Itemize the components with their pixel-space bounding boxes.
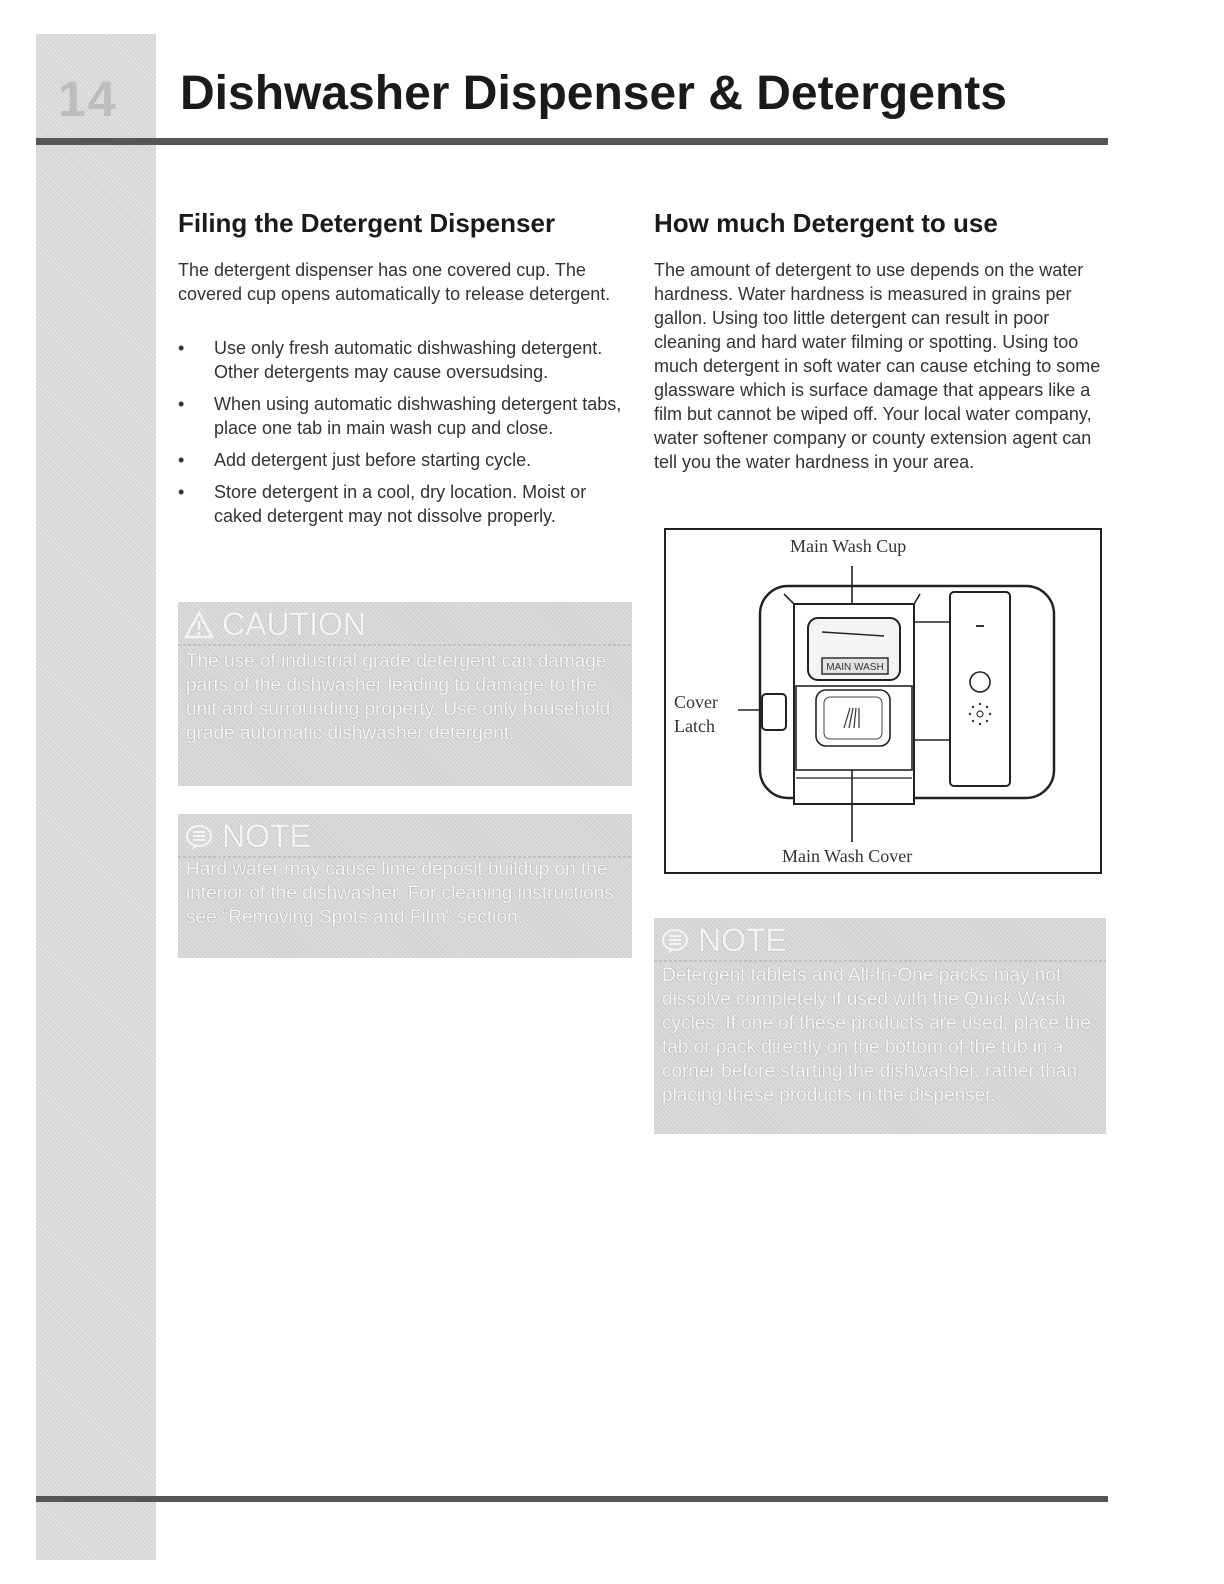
warning-triangle-icon	[184, 610, 214, 640]
right-section-heading: How much Detergent to use	[654, 208, 998, 238]
label-main-wash-cup: Main Wash Cup	[790, 536, 907, 556]
note-icon	[660, 926, 690, 956]
list-item: • Add detergent just before starting cycle.	[178, 448, 634, 472]
note-text: Hard water may cause lime deposit buildup on the interior of the dishwasher. For cleaning instructions see “Removing Spots and Film” section.	[186, 859, 614, 928]
list-item: • When using automatic dishwashing detergent tabs, place one tab in main wash cup and close.	[178, 392, 634, 440]
label-cover: Cover	[674, 692, 718, 712]
caution-header	[184, 606, 366, 643]
note-box-hard-water	[178, 814, 632, 958]
page-sidebar	[36, 34, 156, 1560]
note-title: NOTE	[698, 922, 787, 958]
note-divider	[654, 960, 1106, 962]
note-title: NOTE	[222, 818, 311, 854]
right-body-text: The amount of detergent to use depends on the water hardness. Water hardness is measured in grains per gallon. Using too little detergent can result in poor cleaning and hard water filming or spotting. Using too much detergent in soft water can cause etching to some glassware which is surface damage that appears like a film but cannot be wiped off. Your local water company, water softener company or county extension agent can tell you the water hardness in your area.	[654, 260, 1101, 472]
list-item: • Use only fresh automatic dishwashing detergent. Other detergents may cause oversudsing.	[178, 336, 634, 384]
cup-main-wash-text: MAIN WASH	[826, 662, 884, 673]
note-text: Detergent tablets and All-In-One packs may not dissolve completely if used with the Quick Wash cycles. If one of these products are used, place the tab or pack directly on the bottom of the tub in a corner before starting the dishwasher, rather than placing these products in the dispenser.	[662, 965, 1091, 1106]
header-rule	[36, 138, 1108, 145]
caution-text: The use of industrial grade detergent can damage parts of the dishwasher leading to damage to the unit and surrounding property. Use only household grade automatic dishwasher detergent.	[186, 651, 611, 744]
note-header	[660, 922, 787, 959]
left-section-heading: Filing the Detergent Dispenser	[178, 208, 556, 238]
detergent-tips-list	[178, 336, 634, 536]
caution-title: CAUTION	[222, 606, 366, 642]
label-main-wash-cover: Main Wash Cover	[782, 846, 913, 866]
caution-divider	[178, 644, 632, 646]
dispenser-diagram	[664, 528, 1102, 874]
footer-rule	[36, 1496, 1108, 1502]
left-intro-text: The detergent dispenser has one covered cup. The covered cup opens automatically to release detergent.	[178, 260, 611, 304]
note-box-detergent-tablets	[654, 918, 1106, 1134]
caution-box	[178, 602, 632, 786]
page-title: Dishwasher Dispenser & Detergents	[180, 67, 1007, 120]
dispenser-illustration	[666, 530, 1100, 872]
label-latch: Latch	[674, 716, 715, 736]
list-item: • Store detergent in a cool, dry location. Moist or caked detergent may not dissolve properly.	[178, 480, 634, 528]
note-header	[184, 818, 311, 855]
note-icon	[184, 822, 214, 852]
page-number: 14	[58, 71, 118, 127]
